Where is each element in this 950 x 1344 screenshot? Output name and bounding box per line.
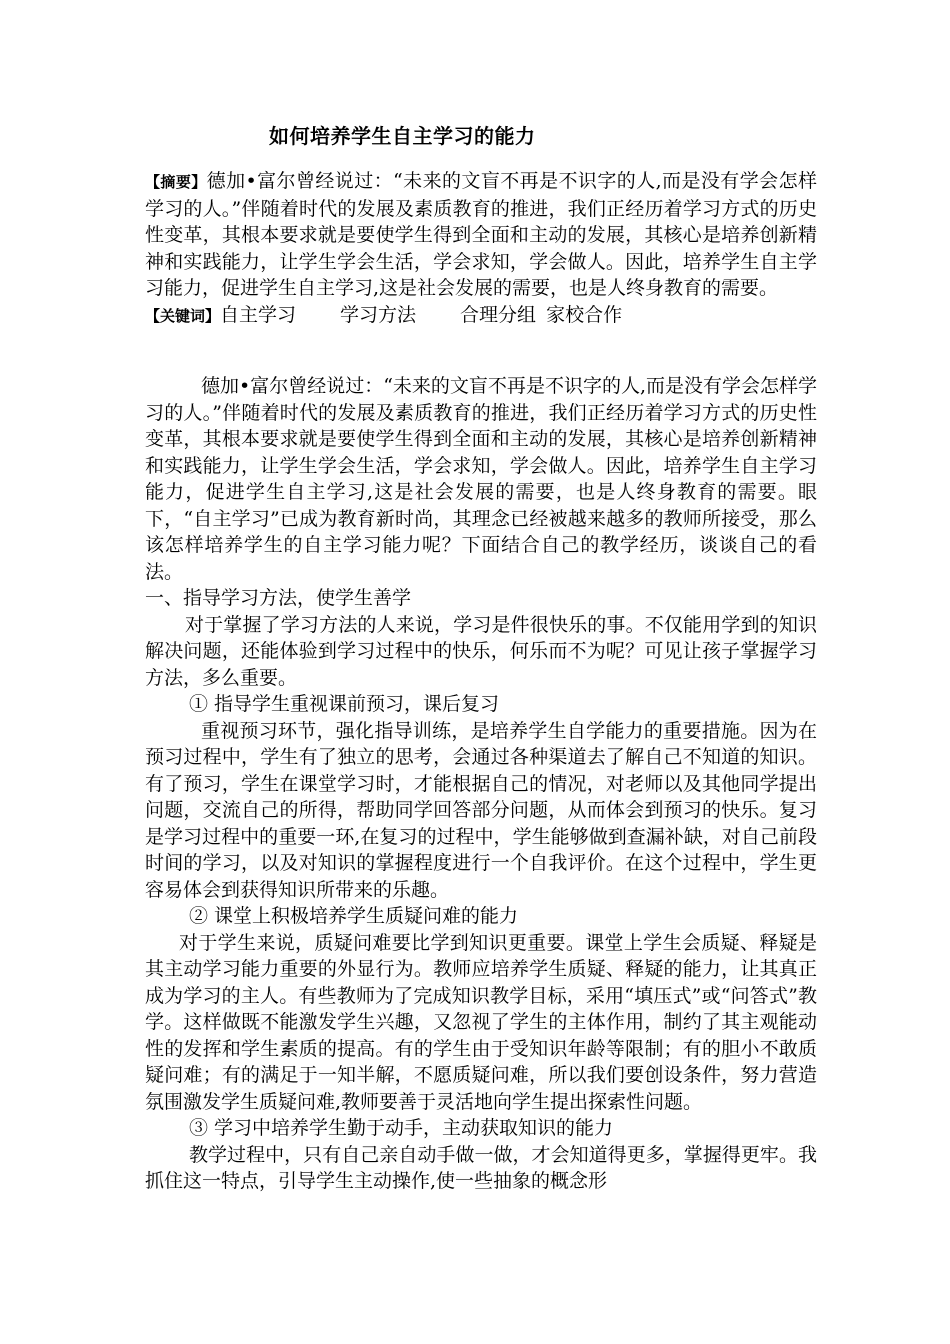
section-1-paragraph: 对于掌握了学习方法的人来说，学习是件很快乐的事。不仅能用学到的知识解决问题，还能体验到学习过程中的快乐，何乐而不为呢？可见让孩子掌握学习方法，多么重要。: [145, 613, 817, 689]
document-body: [145, 122, 817, 1195]
abstract-paragraph: [145, 168, 817, 302]
abstract-label: 【摘要】: [145, 173, 207, 191]
keyword-4: 家校合作: [546, 303, 623, 326]
keywords-line: [145, 302, 817, 330]
keyword-3: 合理分组: [460, 303, 537, 326]
subsection-1-heading: ① 指导学生重视课前预习，课后复习: [189, 693, 500, 715]
document-title: 如何培养学生自主学习的能力: [269, 124, 536, 148]
intro-paragraph: 德加•富尔曾经说过：“未来的文盲不再是不识字的人,而是没有学会怎样学习的人。”伴随着时代的发展及素质教育的推进，我们正经历着学习方式的历史性变革，其根本要求就是要使学生得到全面和主动的发展，其核心是培养创新精神和实践能力，让学生学会生活，学会求知，学会做人。因此，培养学生自主学习能力，促进学生自主学习,这是社会发展的需要，也是人终身教育的需要。眼下，“自主学习”已成为教育新时尚，其理念已经被越来越多的教师所接受，那么该怎样培养学生的自主学习能力呢？下面结合自己的教学经历，谈谈自己的看法。: [145, 375, 817, 583]
abstract-text: 德加•富尔曾经说过：“未来的文盲不再是不识字的人,而是没有学会怎样学习的人。”伴随着时代的发展及素质教育的推进，我们正经历着学习方式的历史性变革，其根本要求就是要使学生得到全面和主动的发展，其核心是培养创新精神和实践能力，让学生学会生活，学会求知，学会做人。因此，培养学生自主学习能力，促进学生自主学习,这是社会发展的需要，也是人终身教育的需要。: [145, 170, 817, 299]
subsection-2-paragraph: 对于学生来说，质疑问难要比学到知识更重要。课堂上学生会质疑、释疑是其主动学习能力重要的外显行为。教师应培养学生质疑、释疑的能力，让其真正成为学习的主人。有些教师为了完成知识教学目标，采用“填压式”或“问答式”教学。这样做既不能激发学生兴趣，又忽视了学生的主体作用，制约了其主观能动性的发挥和学生素质的提高。有的学生由于受知识年龄等限制；有的胆小不敢质疑问难；有的满足于一知半解，不愿质疑问难，所以我们要创设条件，努力营造氛围激发学生质疑问难,教师要善于灵活地向学生提出探索性问题。: [145, 931, 817, 1113]
subsection-3-heading: ③ 学习中培养学生勤于动手，主动获取知识的能力: [189, 1117, 614, 1139]
keywords-label: 【关键词】: [145, 306, 221, 325]
section-1-heading: 一、指导学习方法，使学生善学: [145, 587, 412, 609]
subsection-2-heading: ② 课堂上积极培养学生质疑问难的能力: [189, 905, 519, 927]
keyword-1: 自主学习: [220, 303, 297, 326]
keyword-2: 学习方法: [340, 303, 417, 326]
subsection-1-paragraph: 重视预习环节，强化指导训练，是培养学生自学能力的重要措施。因为在预习过程中，学生有了独立的思考，会通过各种渠道去了解自己不知道的知识。有了预习，学生在课堂学习时，才能根据自己的情况，对老师以及其他同学提出问题，交流自己的所得，帮助同学回答部分问题，从而体会到预习的快乐。复习是学习过程中的重要一环,在复习的过程中，学生能够做到查漏补缺，对自己前段时间的学习，以及对知识的掌握程度进行一个自我评价。在这个过程中，学生更容易体会到获得知识所带来的乐趣。: [145, 719, 817, 901]
subsection-3-paragraph: 教学过程中，只有自己亲自动手做一做，才会知道得更多，掌握得更牢。我抓住这一特点，引导学生主动操作,使一些抽象的概念形: [145, 1143, 817, 1192]
spacer: [145, 329, 817, 373]
